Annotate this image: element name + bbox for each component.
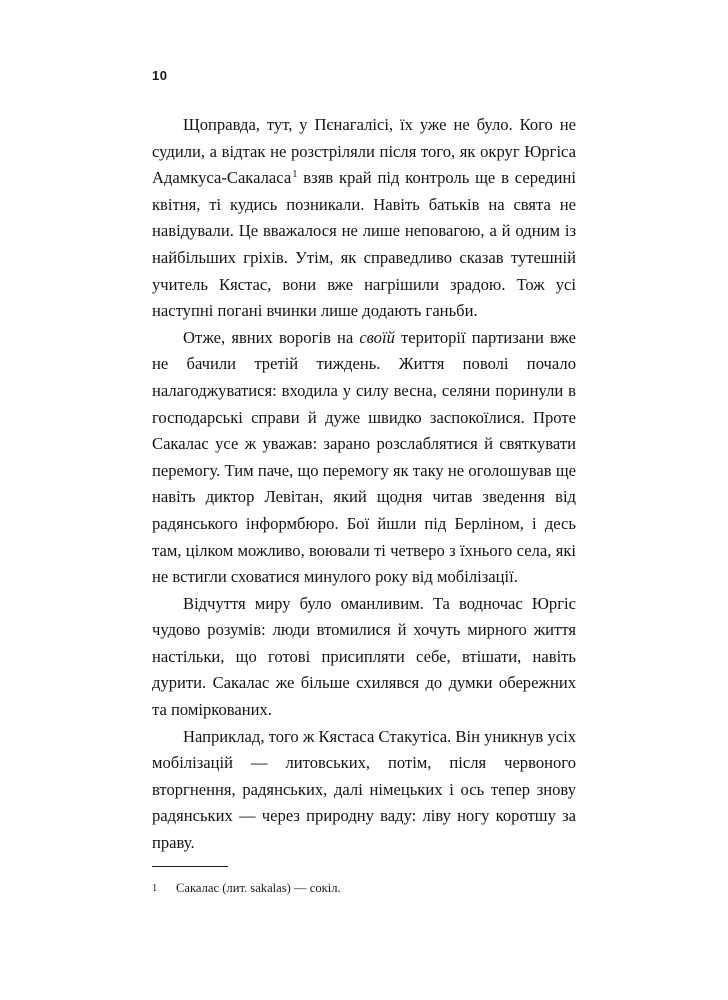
paragraph-2-emphasis: своїй xyxy=(359,327,395,347)
footnote-marker: 1 xyxy=(152,883,158,894)
paragraph-1-text-a: Щоправда, тут, у Пєнагалісі, їх уже не було. Кого не судили, а відтак не розстріляли після того, як округ Юргіса Адамкуса-Сакаласа xyxy=(152,115,576,188)
paragraph-2 xyxy=(152,325,576,591)
page-number: 10 xyxy=(152,68,168,83)
paragraph-1 xyxy=(152,112,576,325)
paragraph-2-text-b: території партизани вже не бачили третій тиждень. Життя поволі почало налагоджуватися: входила у силу весна, селяни поринули в господарські справи й дуже швидко заспокоїлися. Проте Сакалас усе ж уважав: зарано розслаблятися й святкувати перемогу. Тим паче, що перемогу як таку не оголошував ще навіть диктор Левітан, який щодня читав зведення від радянського інформбюро. Бої йшли під Берліном, і десь там, цілком можливо, воювали ті четверо з їхнього села, які не встигли сховатися минулого року від мобілізації. xyxy=(152,327,576,587)
paragraph-1-text-b: взяв край під контроль ще в середині квітня, ті кудись позникали. Навіть батьків на свята не навідували. Це вважалося не лише неповагою, а й одним із найбільших гріхів. Утім, як справедливо сказав тутешній учитель Кястас, вони вже нагрішили зрадою. Тож усі наступні погані вчинки лише додають ганьби. xyxy=(152,168,576,321)
footnote-area xyxy=(152,866,576,898)
footnote-text: Сакалас (лит. sakalas) — сокіл. xyxy=(176,881,341,895)
footnote-item xyxy=(152,879,576,898)
paragraph-3: Відчуття миру було оманливим. Та водночас Юргіс чудово розумів: люди втомилися й хочуть мирного життя настільки, що готові присипляти себе, втішати, навіть дурити. Сакалас же більше схилявся до думки обережних та поміркованих. xyxy=(152,593,576,720)
footnote-separator-rule xyxy=(152,866,228,867)
paragraph-2-text-a: Отже, явних ворогів на xyxy=(183,327,360,347)
footnote-reference-1[interactable]: 1 xyxy=(292,168,298,180)
page-body-text xyxy=(152,112,576,857)
paragraph-4: Наприклад, того ж Кястаса Стакутіса. Він уникнув усіх мобілізацій — литовських, потім, після червоного вторгнення, радянських, далі німецьких і ось тепер знову радянських — через природну ваду: ліву ногу коротшу за праву. xyxy=(152,726,576,853)
